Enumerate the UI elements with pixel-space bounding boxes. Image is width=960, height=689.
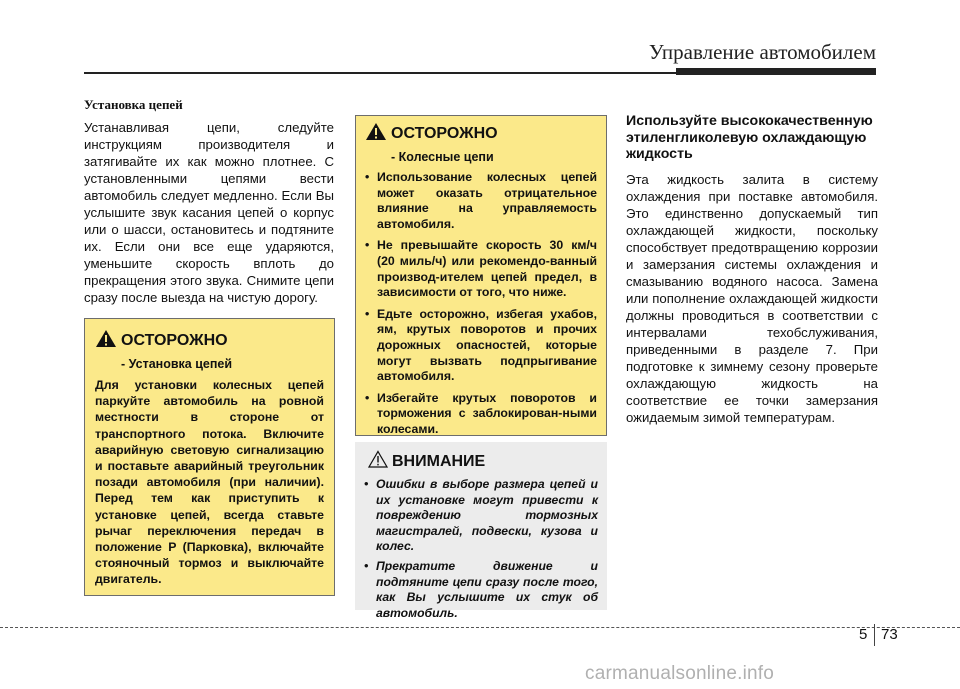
caution-triangle-icon — [368, 450, 388, 473]
list-item: • Использование колесных цепей может оказать отрицательное влияние на управляемость автомобиля. — [365, 170, 597, 231]
footer-separator — [874, 624, 875, 646]
watermark: carmanualsonline.info — [585, 663, 775, 684]
right-column — [626, 113, 878, 426]
caution-title-row — [364, 450, 598, 473]
caution-list — [364, 477, 598, 621]
page-header-title: Управление автомобилем — [648, 40, 876, 64]
caution-box — [355, 442, 607, 620]
warning-box-wheel-chains — [355, 115, 607, 436]
left-column — [84, 97, 334, 306]
section-heading-chains: Установка цепей — [84, 97, 183, 112]
footer-rule — [0, 627, 960, 628]
warning-triangle-icon — [365, 122, 387, 146]
warning-title-row — [95, 329, 324, 353]
section-heading-coolant: Используйте высококачественную этиленгликолевую охлаждающую жидкость — [626, 113, 873, 162]
list-item: • Прекратите движение и подтяните цепи сразу после того, как Вы услышите их стук об автомобиль. — [364, 558, 598, 620]
header-rule — [84, 72, 676, 74]
section-number: 5 — [859, 626, 868, 643]
caution-title: ВНИМАНИЕ — [392, 452, 486, 470]
header-rule-accent — [676, 68, 876, 75]
warning-list — [365, 170, 597, 438]
warning-subtitle: - Установка цепей — [121, 357, 233, 371]
warning-box-chain-install — [84, 318, 335, 596]
list-item: • Избегайте крутых поворотов и торможения с заблокирован-ными колесами. — [365, 390, 597, 436]
warning-title: ОСТОРОЖНО — [391, 125, 498, 142]
warning-title-row — [365, 122, 597, 146]
warning-title: ОСТОРОЖНО — [121, 332, 228, 349]
list-item: • Не превышайте скорость 30 км/ч (20 миль/ч) или рекомендо-ванный производ-ителем цепей предел, в зависимости от того, что ниже. — [365, 238, 597, 300]
page-number: 73 — [881, 626, 898, 643]
list-item: • Едьте осторожно, избегая ухабов, ям, крутых поворотов и прочих дорожных опасностей, которые могут вызвать подпрыгивание автомобиля. — [365, 306, 597, 384]
warning-text: Для установки колесных цепей паркуйте автомобиль на ровной местности в стороне от транспортного потока. Включите аварийную световую сигнализацию и поставьте аварийный треугольник позади автомобиля (при наличии). Перед тем как приступить к установке цепей, всегда ставьте рычаг переключения передач в положение P (Парковка), включайте стояночный тормоз и выключайте двигатель. — [95, 378, 324, 587]
section-body-coolant: Эта жидкость залита в систему охлаждения при поставке автомобиля. Это единственно допускаемый тип охлаждающей жидкости, поскольку способствует предотвращению коррозии и замерзания системы охлаждения и смазыванию водяного насоса. Замена или пополнение охлаждающей жидкости должны проводиться в соответствии с интервалами техобслуживания, приведенными в разделе 7. При подготовке к зимнему сезону проверьте охлаждающую жидкость на соответствие ее точки замерзания ожидаемым зимой температурам. — [626, 171, 878, 425]
warning-triangle-icon — [95, 329, 117, 353]
warning-subtitle: - Колесные цепи — [391, 150, 494, 164]
list-item: • Ошибки в выборе размера цепей и их установке могут привести к повреждению тормозных магистралей, подвески, кузова и колес. — [364, 477, 598, 554]
section-body-chains: Устанавливая цепи, следуйте инструкциям производителя и затягивайте их как можно плотнее. С установленными цепями вести автомобиль следует медленно. Если Вы услышите звук касания цепей о корпус или о шасси, остановитесь и подтяните их. Если они все еще ударяются, уменьшите скорость вплоть до прекращения этого звука. Снимите цепи сразу после выезда на чистую дорогу. — [84, 120, 334, 305]
